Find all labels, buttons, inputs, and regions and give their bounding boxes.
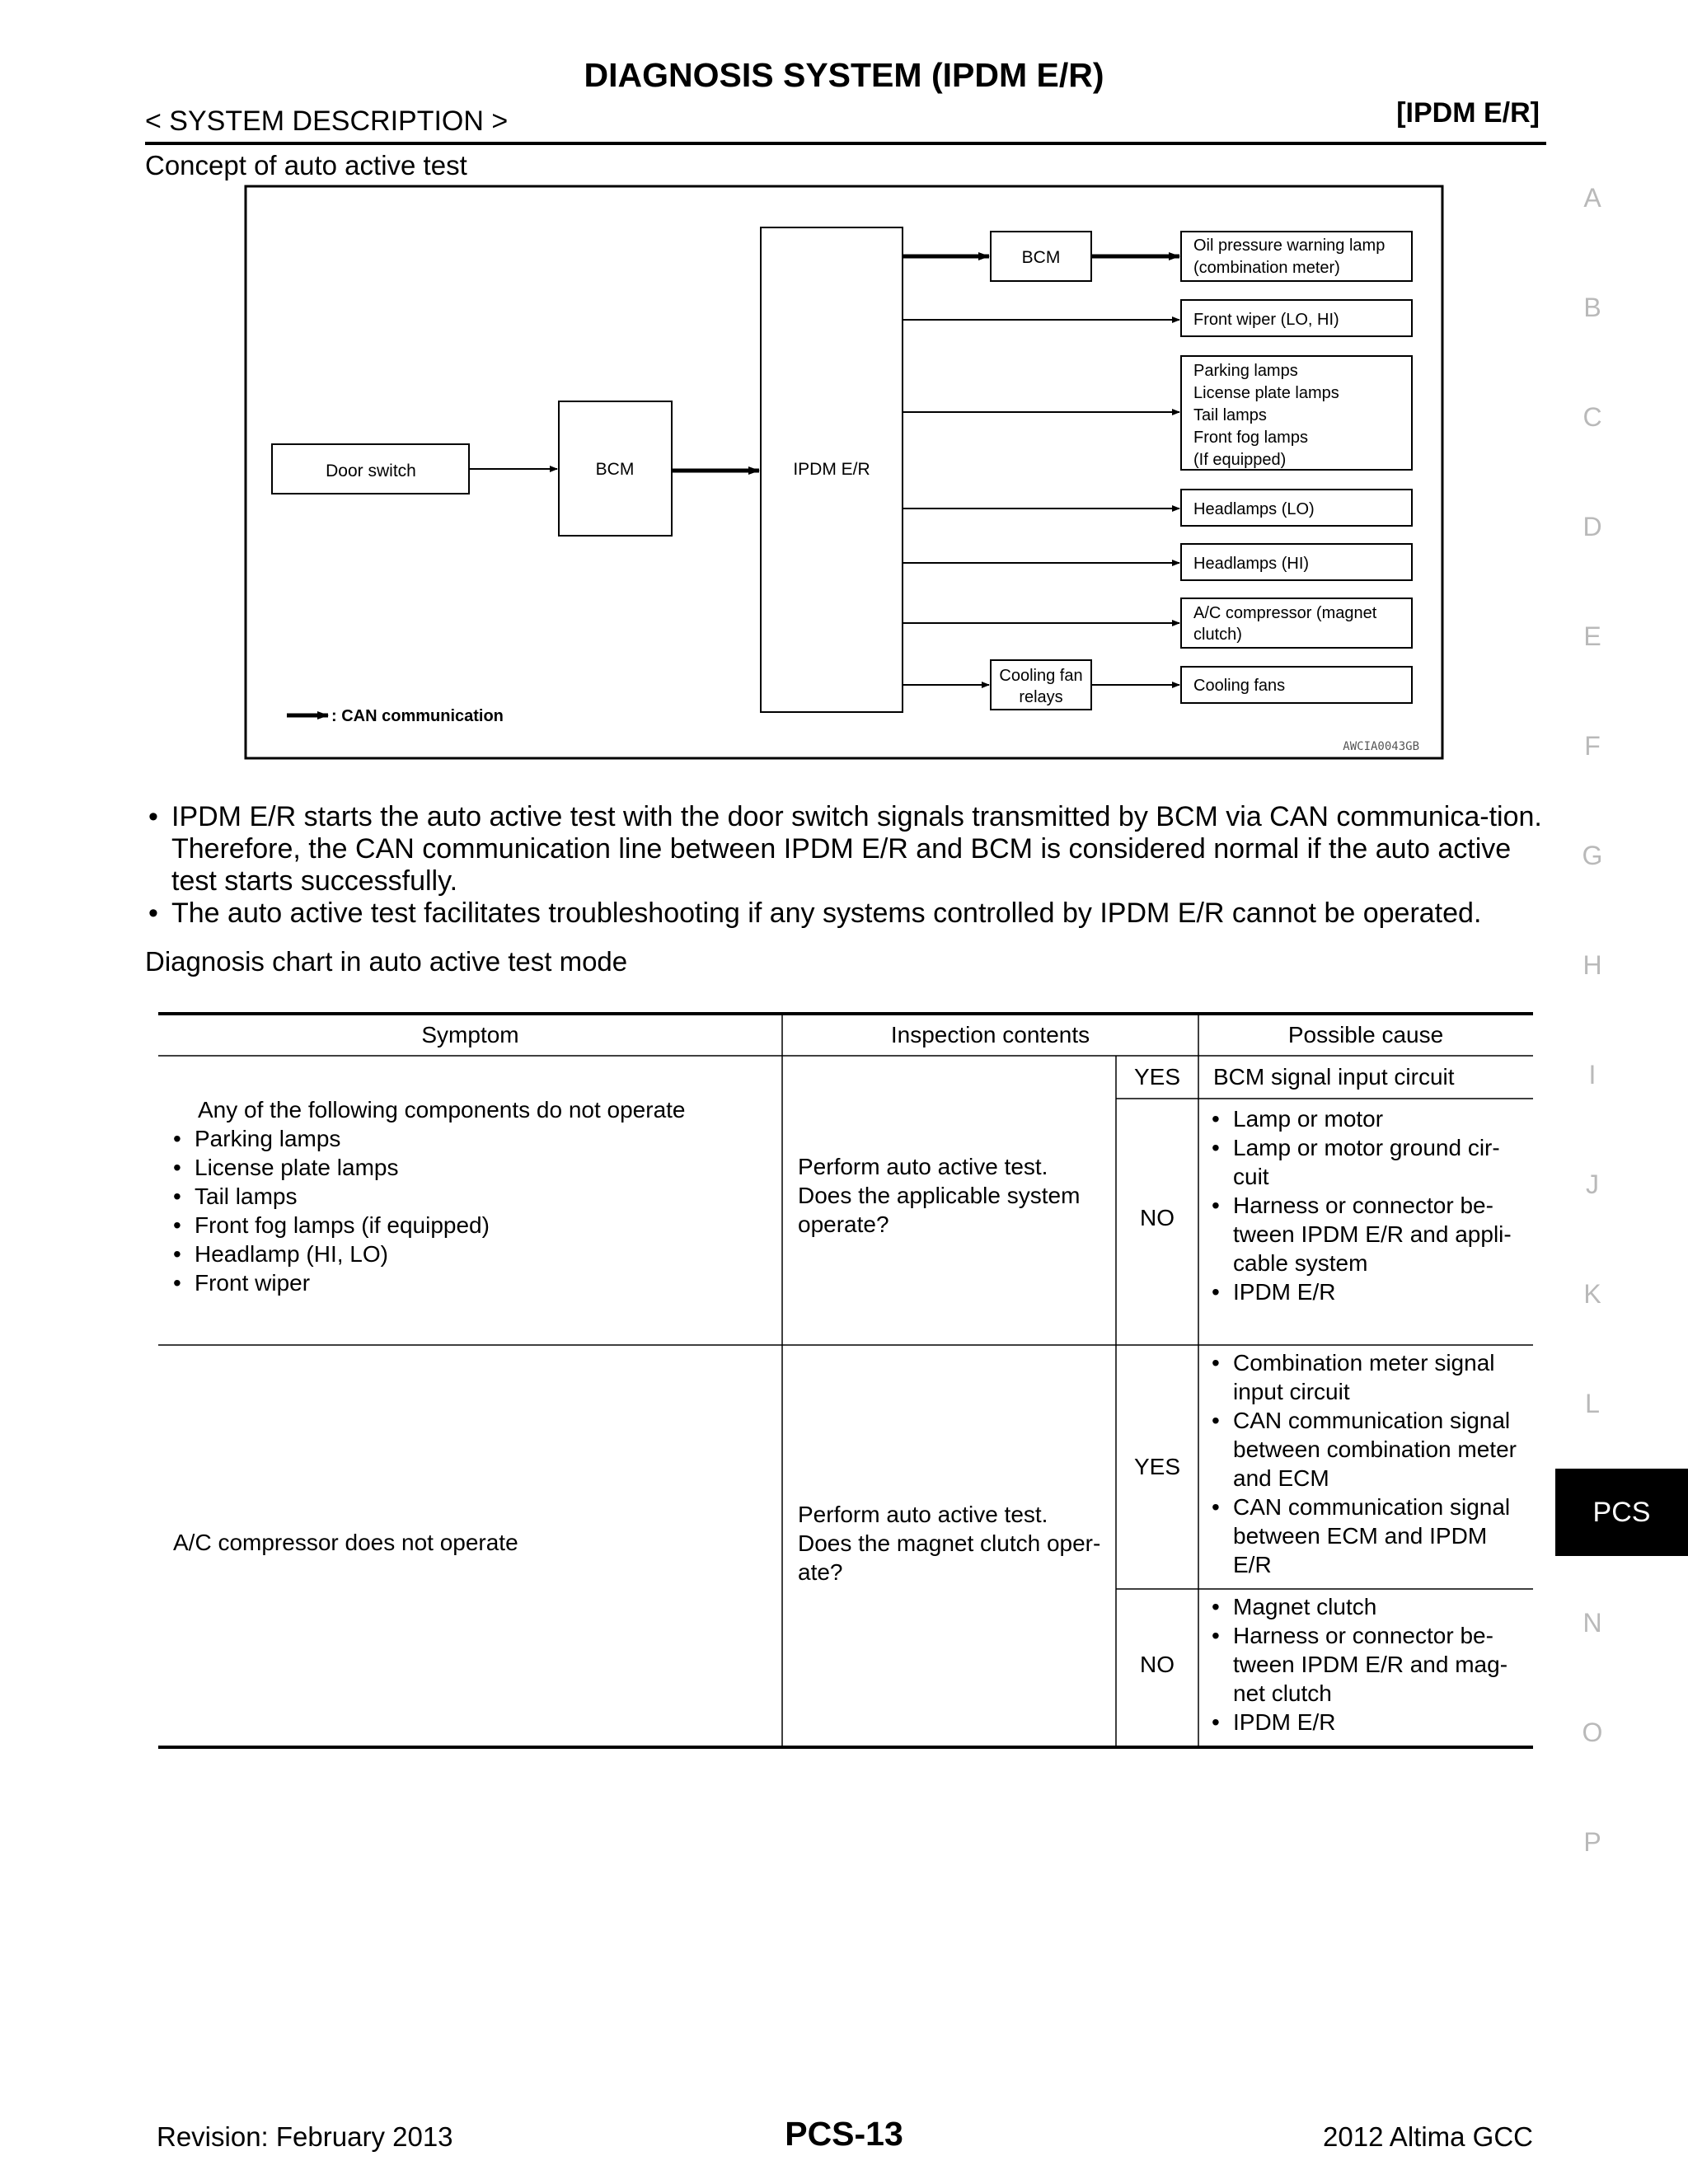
section-subtitle: < SYSTEM DESCRIPTION >: [145, 105, 509, 137]
row1-inspection: [798, 1152, 1111, 1239]
row1-no-label: NO: [1140, 1205, 1175, 1230]
cooling-fan-relays-label-1: Cooling fan: [999, 667, 1083, 685]
output-ac-compressor-line2: clutch): [1193, 626, 1242, 644]
footer-page-number: PCS-13: [785, 2115, 903, 2153]
row1-yes-cause: BCM signal input circuit: [1213, 1064, 1455, 1090]
header-rule: [145, 142, 1546, 145]
table-header-symptom: Symptom: [421, 1022, 519, 1047]
side-tab-a[interactable]: A: [1583, 183, 1601, 213]
side-tab-i[interactable]: I: [1588, 1060, 1597, 1090]
row2-inspection: [798, 1500, 1111, 1586]
list-item: • License plate lamps: [171, 1153, 773, 1182]
output-cooling-fans-label: Cooling fans: [1193, 677, 1286, 695]
list-item: • Magnet clutch: [1210, 1592, 1523, 1621]
figure-id: AWCIA0043GB: [1343, 740, 1419, 753]
list-item: • Parking lamps: [171, 1124, 773, 1153]
list-item: • CAN communication signal between ECM and IPDM E/R: [1210, 1493, 1525, 1579]
list-item: • Tail lamps: [171, 1182, 773, 1211]
diagram-caption: Concept of auto active test: [145, 150, 467, 180]
output-lamps-line3: Tail lamps: [1193, 406, 1267, 424]
output-ac-compressor-line1: A/C compressor (magnet: [1193, 604, 1377, 622]
list-item: • IPDM E/R: [1210, 1277, 1523, 1306]
side-tab-l[interactable]: L: [1585, 1389, 1600, 1418]
side-tab-k[interactable]: K: [1583, 1279, 1601, 1309]
legend-can-label: : CAN communication: [331, 707, 504, 725]
output-oil-pressure-line2: (combination meter): [1193, 259, 1340, 277]
list-item: • IPDM E/R: [1210, 1708, 1523, 1736]
list-item: • Lamp or motor: [1210, 1104, 1523, 1133]
side-tab-p[interactable]: P: [1583, 1827, 1601, 1857]
page-title: DIAGNOSIS SYSTEM (IPDM E/R): [584, 56, 1104, 94]
bullet-item: • The auto active test facilitates troubleshooting if any systems controlled by IPDM E/R cannot be operated.: [145, 898, 1546, 930]
row1-symptom: [171, 1095, 773, 1297]
row1-yes-label: YES: [1133, 1064, 1181, 1090]
row1-inspection-line: operate?: [798, 1212, 889, 1237]
row1-no-causes: [1210, 1104, 1523, 1306]
output-lamps-line5: (If equipped): [1193, 451, 1287, 469]
bcm-top-label: BCM: [1021, 248, 1061, 267]
side-tab-o[interactable]: O: [1582, 1718, 1603, 1747]
row2-yes-label: YES: [1133, 1454, 1181, 1479]
list-item: • Combination meter signal input circuit: [1210, 1348, 1525, 1406]
list-item: • Front wiper: [171, 1268, 773, 1297]
table-header-inspection: Inspection contents: [890, 1022, 1090, 1047]
side-tab-j[interactable]: J: [1586, 1169, 1599, 1199]
output-lamps-line2: License plate lamps: [1193, 384, 1339, 402]
row2-no-causes: [1210, 1592, 1523, 1736]
auto-active-test-diagram: [244, 185, 1444, 760]
list-item: • Front fog lamps (if equipped): [171, 1211, 773, 1240]
output-headlamps-lo-label: Headlamps (LO): [1193, 500, 1315, 518]
bcm-label: BCM: [595, 460, 635, 479]
side-tab-pcs[interactable]: PCS: [1555, 1469, 1688, 1556]
output-front-wiper-label: Front wiper (LO, HI): [1193, 311, 1339, 329]
door-switch-label: Door switch: [326, 462, 416, 480]
diagnosis-table: [158, 1012, 1533, 1749]
side-tab-n[interactable]: N: [1582, 1608, 1602, 1638]
side-tab-h[interactable]: H: [1582, 950, 1602, 980]
footer-revision: Revision: February 2013: [157, 2121, 453, 2152]
table-header-cause: Possible cause: [1287, 1022, 1444, 1047]
output-lamps-line1: Parking lamps: [1193, 362, 1298, 380]
cooling-fan-relays-label-2: relays: [1019, 688, 1063, 706]
list-item: • Lamp or motor ground cir-cuit: [1210, 1133, 1523, 1191]
side-tab-d[interactable]: D: [1582, 512, 1602, 541]
list-item: • Headlamp (HI, LO): [171, 1240, 773, 1268]
description-bullets: [145, 801, 1546, 930]
bullet-item: • IPDM E/R starts the auto active test with the door switch signals transmitted by BCM via CAN communica-tion. Therefore, the CAN communication line between IPDM E/R and BCM is considered normal if the auto active test starts successfully.: [145, 801, 1546, 898]
row2-no-label: NO: [1140, 1652, 1175, 1677]
side-tab-b[interactable]: B: [1583, 293, 1601, 322]
output-lamps-line4: Front fog lamps: [1193, 429, 1308, 447]
list-item: • CAN communication signal between combination meter and ECM: [1210, 1406, 1525, 1493]
row2-symptom: A/C compressor does not operate: [173, 1530, 518, 1555]
row2-yes-causes: [1210, 1348, 1525, 1579]
list-item: • Harness or connector be-tween IPDM E/R and appli-cable system: [1210, 1191, 1523, 1277]
output-headlamps-hi-label: Headlamps (HI): [1193, 555, 1310, 573]
footer-model: 2012 Altima GCC: [1323, 2121, 1533, 2152]
row1-inspection-line: Perform auto active test.: [798, 1154, 1048, 1179]
ipdm-label: IPDM E/R: [793, 460, 870, 479]
row1-symptom-intro: Any of the following components do not operate: [198, 1097, 686, 1122]
output-oil-pressure-line1: Oil pressure warning lamp: [1193, 237, 1386, 255]
row2-inspection-line: ate?: [798, 1559, 843, 1585]
row2-inspection-line: Does the magnet clutch oper-: [798, 1530, 1101, 1556]
chart-caption: Diagnosis chart in auto active test mode: [145, 946, 628, 977]
side-tab-e[interactable]: E: [1583, 621, 1601, 651]
section-tag: [IPDM E/R]: [1396, 97, 1540, 129]
side-tab-c[interactable]: C: [1582, 402, 1602, 432]
side-tab-g[interactable]: G: [1582, 841, 1603, 870]
side-tab-f[interactable]: F: [1584, 731, 1601, 761]
list-item: • Harness or connector be-tween IPDM E/R and mag-net clutch: [1210, 1621, 1523, 1708]
row2-inspection-line: Perform auto active test.: [798, 1502, 1048, 1527]
row1-inspection-line: Does the applicable system: [798, 1183, 1081, 1208]
